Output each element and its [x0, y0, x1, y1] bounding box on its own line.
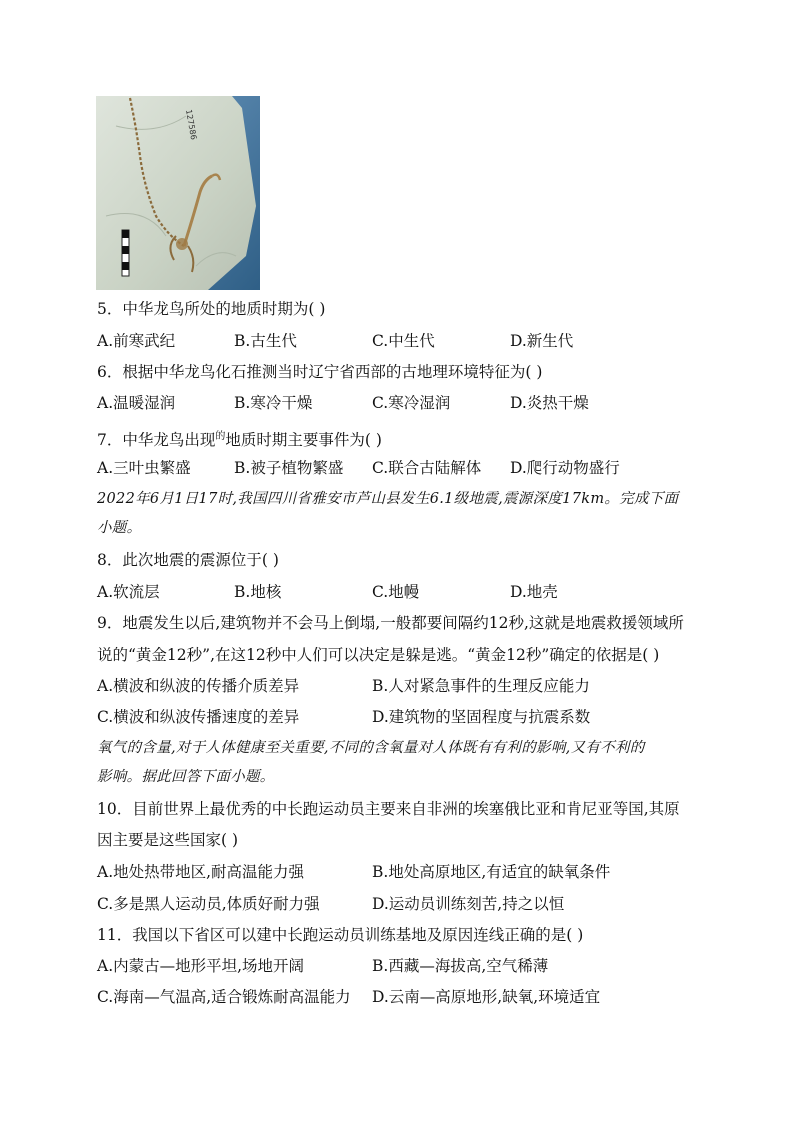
- fossil-photo: [96, 96, 260, 290]
- q5-option-d: D.新生代: [510, 332, 574, 350]
- q7-option-d: D.爬行动物盛行: [510, 459, 620, 477]
- question-7-stem: [97, 427, 382, 450]
- q8-option-d: D.地壳: [510, 583, 558, 601]
- q6-option-a: A.温暖湿润: [97, 394, 176, 412]
- q11-option-b: B.西藏—海拔高,空气稀薄: [372, 957, 549, 975]
- q8-option-b: B.地核: [234, 583, 282, 601]
- question-5-stem: 5．中华龙鸟所处的地质时期为( ): [97, 300, 326, 318]
- q10-option-b: B.地处高原地区,有适宜的缺氧条件: [372, 863, 611, 881]
- question-11-stem: 11．我国以下省区可以建中长跑运动员训练基地及原因连线正确的是( ): [97, 926, 584, 944]
- q5-option-c: C.中生代: [372, 332, 435, 350]
- q10-option-d: D.运动员训练刻苦,持之以恒: [372, 895, 565, 913]
- q9-option-b: B.人对紧急事件的生理反应能力: [372, 677, 590, 695]
- q9-option-d: D.建筑物的坚固程度与抗震系数: [372, 708, 591, 726]
- q10-option-c: C.多是黑人运动员,体质好耐力强: [97, 895, 320, 913]
- q7-stem-superscript: 的: [215, 431, 226, 442]
- sinosauropteryx-fossil-image: [96, 96, 260, 290]
- q6-option-c: C.寒冷湿润: [372, 394, 451, 412]
- q5-option-a: A.前寒武纪: [97, 332, 176, 350]
- q9-option-a: A.横波和纵波的传播介质差异: [97, 677, 300, 695]
- passage-earthquake-line-2: 小题。: [97, 520, 142, 536]
- q7-option-b: B.被子植物繁盛: [234, 459, 344, 477]
- specimen-number: 127586: [184, 108, 199, 141]
- question-9-stem-line-2: 说的“黄金12秒”,在这12秒中人们可以决定是躲是逃。“黄金12秒”确定的依据是( ): [97, 646, 660, 664]
- question-9-stem-line-1: 9．地震发生以后,建筑物并不会马上倒塌,一般都要间隔约12秒,这就是地震救援领域所: [97, 614, 684, 632]
- q5-option-b: B.古生代: [234, 332, 297, 350]
- q6-option-b: B.寒冷干燥: [234, 394, 313, 412]
- passage-oxygen-line-2: 影响。据此回答下面小题。: [97, 769, 275, 785]
- q7-stem-part-b: 地质时期主要事件为( ): [225, 431, 382, 450]
- q6-option-d: D.炎热干燥: [510, 394, 589, 412]
- q7-option-c: C.联合古陆解体: [372, 459, 482, 477]
- question-8-stem: 8．此次地震的震源位于( ): [97, 551, 279, 569]
- q11-option-c: C.海南—气温高,适合锻炼耐高温能力: [97, 988, 351, 1006]
- q7-stem-part-a: 7．中华龙鸟出现: [97, 431, 216, 450]
- q7-option-a: A.三叶虫繁盛: [97, 459, 191, 477]
- question-10-stem-line-2: 因主要是这些国家( ): [97, 831, 239, 849]
- q10-option-a: A.地处热带地区,耐高温能力强: [97, 863, 305, 881]
- question-6-stem: 6．根据中华龙鸟化石推测当时辽宁省西部的古地理环境特征为( ): [97, 363, 543, 381]
- q9-option-c: C.横波和纵波传播速度的差异: [97, 708, 300, 726]
- passage-earthquake-line-1: 2022年6月1日17时,我国四川省雅安市芦山县发生6.1级地震,震源深度17km。完成下面: [97, 491, 679, 507]
- q8-option-a: A.软流层: [97, 583, 160, 601]
- passage-oxygen-line-1: 氧气的含量,对于人体健康至关重要,不同的含氧量对人体既有有利的影响,又有不利的: [97, 740, 645, 756]
- q11-option-a: A.内蒙古—地形平坦,场地开阔: [97, 957, 305, 975]
- question-10-stem-line-1: 10．目前世界上最优秀的中长跑运动员主要来自非洲的埃塞俄比亚和肯尼亚等国,其原: [97, 800, 680, 818]
- q11-option-d: D.云南—高原地形,缺氧,环境适宜: [372, 988, 601, 1006]
- q8-option-c: C.地幔: [372, 583, 420, 601]
